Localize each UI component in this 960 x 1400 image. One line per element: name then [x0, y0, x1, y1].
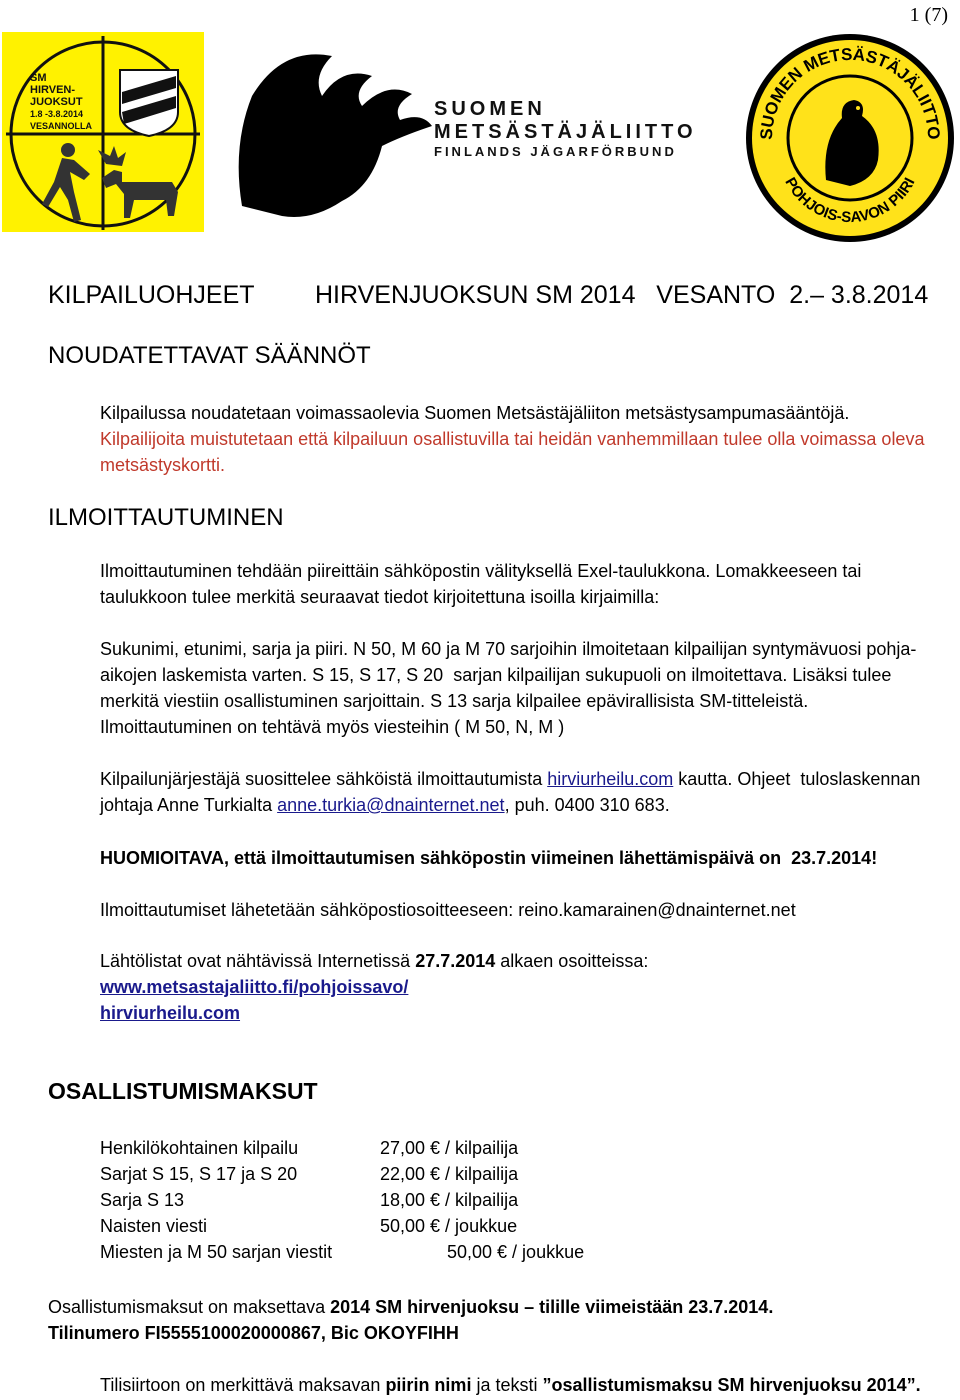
email-link[interactable]: anne.turkia@dnainternet.net — [277, 795, 505, 815]
event-logo-line: 1.8 -3.8.2014 — [30, 109, 84, 119]
fee-row — [100, 1138, 620, 1164]
fee-value: 50,00 € / joukkue — [380, 1216, 518, 1236]
section-heading-fees: OSALLISTUMISMAKSUT — [48, 1078, 318, 1104]
text: , puh. 0400 310 683. — [504, 795, 670, 815]
event-logo-line: VESANNOLLA — [30, 121, 93, 131]
association-name-fi-1: SUOMEN — [434, 98, 546, 120]
text: kautta. Ohjeet tuloslaskennan — [673, 769, 921, 789]
date: 27.7.2014 — [415, 951, 496, 971]
fee-row — [100, 1190, 620, 1216]
fee-value: 27,00 € / kilpailija — [380, 1138, 519, 1158]
registration-recommendation — [100, 766, 920, 792]
registration-line: merkitä viestiin osallistuminen sarjoittain. S 13 sarja kilpailee epävirallisista SM-titteleistä. — [100, 691, 809, 711]
fee-value: 50,00 € / joukkue — [447, 1242, 585, 1262]
deadline-notice: HUOMIOITAVA, että ilmoittautumisen sähköpostin viimeinen lähettämispäivä on 23.7.2014! — [100, 848, 878, 868]
transfer-note — [100, 1372, 921, 1398]
doc-title: KILPAILUOHJEET — [48, 281, 255, 309]
event-logo-graphic — [2, 32, 204, 232]
fee-value: 18,00 € / kilpailija — [380, 1190, 519, 1210]
doc-title-event: HIRVENJUOKSUN SM 2014 VESANTO 2.– 3.8.2014 — [315, 281, 929, 309]
payment-instructions — [48, 1294, 773, 1320]
association-logo — [222, 36, 702, 236]
fee-label: Henkilökohtainen kilpailu — [100, 1138, 299, 1158]
capercaillie-icon — [222, 36, 442, 236]
hirviurheilu-link[interactable]: hirviurheilu.com — [547, 769, 674, 789]
section-heading-registration: ILMOITTAUTUMINEN — [48, 504, 284, 531]
text: johtaja Anne Turkialta — [100, 795, 278, 815]
fee-label: Sarja S 13 — [100, 1190, 185, 1210]
event-logo-line: JUOKSUT — [30, 96, 83, 108]
registration-line: Ilmoittautuminen on tehtävä myös viesteihin ( M 50, N, M ) — [100, 717, 565, 737]
text: Kilpailunjärjestäjä suosittelee sähköistä ilmoittautumista — [100, 769, 548, 789]
start-lists — [100, 948, 648, 974]
event-logo — [2, 32, 204, 232]
page-number: 1 (7) — [909, 4, 948, 26]
fee-row — [100, 1164, 620, 1190]
text: 2014 SM hirvenjuoksu – tilille viimeistään 23.7.2014. — [330, 1297, 774, 1317]
badge-bottom-text: POHJOIS-SAVON PIIRI — [781, 174, 919, 227]
registration-line: aikojen laskemista varten. S 15, S 17, S 20 sarjan kilpailijan sukupuoli on ilmoitettava. Lisäksi tulee — [100, 665, 892, 685]
association-name-fi-2: METSÄSTÄJÄLIITTO — [434, 121, 697, 143]
rules-line: metsästyskortti. — [100, 455, 226, 475]
registration-line: Ilmoittautuminen tehdään piireittäin sähköpostin välityksellä Exel-taulukkona. Lomakkeeseen tai — [100, 561, 862, 581]
text: Tilisiirtoon on merkittävä maksavan — [100, 1375, 386, 1395]
fee-value: 22,00 € / kilpailija — [380, 1164, 519, 1184]
hirviurheilu-link[interactable]: hirviurheilu.com — [100, 1003, 241, 1023]
text: piirin nimi — [385, 1375, 472, 1395]
fee-label: Miesten ja M 50 sarjan viestit — [100, 1242, 333, 1262]
account-number: Tilinumero FI5555100020000867, Bic OKOYFIHH — [48, 1323, 459, 1343]
district-badge — [742, 30, 958, 246]
text: Osallistumismaksut on maksettava — [48, 1297, 331, 1317]
text: alkaen osoitteissa: — [495, 951, 649, 971]
fee-row — [100, 1216, 620, 1242]
metsastajaliitto-link[interactable]: www.metsastajaliitto.fi/pohjoissavo/ — [100, 977, 409, 997]
event-logo-line: HIRVEN- — [30, 84, 76, 96]
fee-row — [100, 1242, 620, 1268]
association-name-sv: FINLANDS JÄGARFÖRBUND — [434, 144, 677, 159]
registration-email: Ilmoittautumiset lähetetään sähköpostiosoitteeseen: reino.kamarainen@dnainternet.net — [100, 900, 796, 920]
registration-contact — [100, 792, 670, 818]
registration-line: taulukkoon tulee merkitä seuraavat tiedot kirjoitettuna isoilla kirjaimilla: — [100, 587, 660, 607]
fee-label: Naisten viesti — [100, 1216, 208, 1236]
district-badge-graphic — [742, 30, 958, 246]
section-heading-rules: NOUDATETTAVAT SÄÄNNÖT — [48, 342, 371, 369]
fee-label: Sarjat S 15, S 17 ja S 20 — [100, 1164, 298, 1184]
text: Lähtölistat ovat nähtävissä Internetissä — [100, 951, 416, 971]
event-logo-line: SM — [30, 72, 47, 84]
registration-line: Sukunimi, etunimi, sarja ja piiri. N 50, M 60 ja M 70 sarjoihin ilmoitetaan kilpailijan syntymävuosi pohja- — [100, 639, 917, 659]
badge-top-text: SUOMEN METSÄSTÄJÄLIITTO — [756, 44, 944, 141]
rules-line: Kilpailijoita muistutetaan että kilpailuun osallistuvilla tai heidän vanhemmillaan tulee olla voimassa oleva — [100, 429, 925, 449]
rules-line: Kilpailussa noudatetaan voimassaolevia Suomen Metsästäjäliiton metsästysampumasääntöjä. — [100, 403, 850, 423]
text: ”osallistumismaksu SM hirvenjuoksu 2014”. — [542, 1375, 921, 1395]
text: ja teksti — [471, 1375, 543, 1395]
